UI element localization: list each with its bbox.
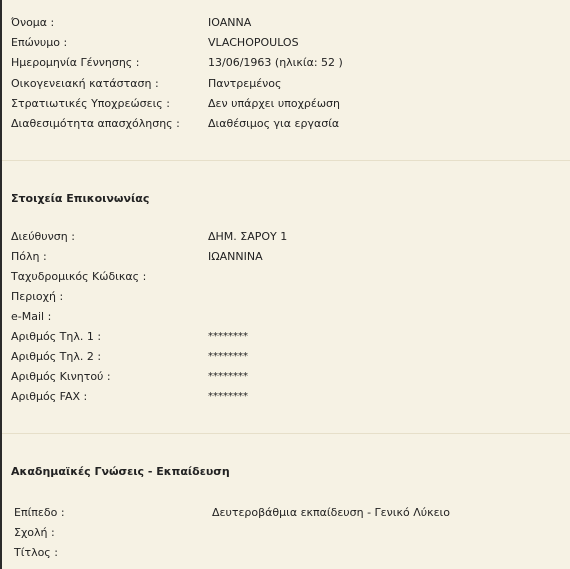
education-section-title: Ακαδημαϊκές Γνώσεις - Εκπαίδευση (11, 465, 230, 478)
availability-label: Διαθεσιμότητα απασχόλησης : (11, 117, 180, 130)
first-name-value: IOANNA (208, 16, 252, 29)
email-label: e-Mail : (11, 310, 52, 323)
first-name-label: Όνομα : (11, 16, 55, 29)
city-label: Πόλη : (11, 250, 47, 263)
marital-status-label: Οικογενειακή κατάσταση : (11, 77, 159, 90)
level-value: Δευτεροβάθμια εκπαίδευση - Γενικό Λύκειο (212, 506, 450, 519)
region-label: Περιοχή : (11, 290, 64, 303)
birth-date-value: 13/06/1963 (ηλικία: 52 ) (208, 56, 343, 69)
postal-code-label: Ταχυδρομικός Κώδικας : (11, 270, 147, 283)
section-divider (2, 160, 570, 161)
address-label: Διεύθυνση : (11, 230, 75, 243)
phone2-value: ******** (208, 351, 248, 362)
last-name-label: Επώνυμο : (11, 36, 68, 49)
mobile-label: Αριθμός Κινητού : (11, 370, 111, 383)
school-label: Σχολή : (14, 526, 55, 539)
fax-value: ******** (208, 391, 248, 402)
availability-value: Διαθέσιμος για εργασία (208, 117, 340, 130)
birth-date-label: Ημερομηνία Γέννησης : (11, 56, 140, 69)
fax-label: Αριθμός FAX : (11, 390, 88, 403)
last-name-value: VLACHOPOULOS (208, 36, 299, 49)
mobile-value: ******** (208, 371, 248, 382)
phone2-label: Αριθμός Τηλ. 2 : (11, 350, 102, 363)
marital-status-value: Παντρεμένος (208, 77, 282, 90)
military-value: Δεν υπάρχει υποχρέωση (208, 97, 341, 110)
military-label: Στρατιωτικές Υποχρεώσεις : (11, 97, 170, 110)
degree-title-label: Τίτλος : (14, 546, 58, 559)
phone1-value: ******** (208, 331, 248, 342)
section-divider (2, 433, 570, 434)
contact-section-title: Στοιχεία Επικοινωνίας (11, 192, 150, 205)
city-value: ΙΩΑΝΝΙΝΑ (208, 250, 263, 263)
level-label: Επίπεδο : (14, 506, 65, 519)
phone1-label: Αριθμός Τηλ. 1 : (11, 330, 102, 343)
address-value: ΔΗΜ. ΣΑΡΟΥ 1 (208, 230, 288, 243)
